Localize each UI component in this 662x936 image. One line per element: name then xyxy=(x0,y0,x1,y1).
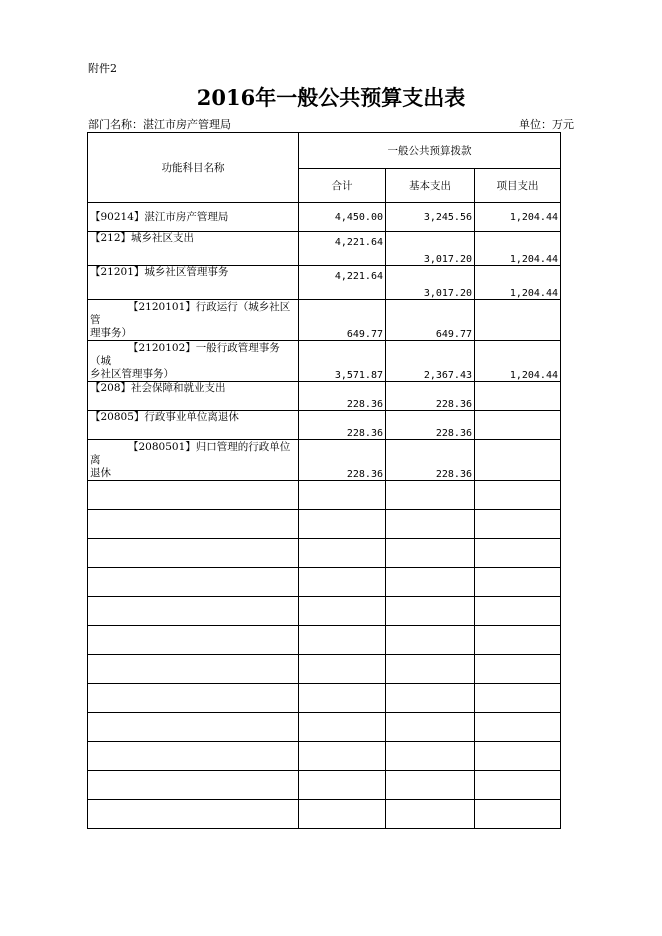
header-project: 项目支出 xyxy=(475,169,561,203)
empty-row xyxy=(88,626,561,655)
row-total: 4,221.64 xyxy=(299,232,386,266)
empty-row xyxy=(88,568,561,597)
row-name-line1: 【2120102】一般行政管理事务（城 xyxy=(90,342,280,367)
row-name: 【90214】湛江市房产管理局 xyxy=(88,203,299,232)
empty-row xyxy=(88,510,561,539)
row-name: 【208】社会保障和就业支出 xyxy=(88,382,299,411)
row-basic: 649.77 xyxy=(386,300,475,341)
row-name-line1: 【2120101】行政运行（城乡社区管 xyxy=(90,301,291,326)
row-name xyxy=(88,300,299,341)
row-name xyxy=(88,440,299,481)
table-row xyxy=(88,203,561,232)
row-name-line1: 【2080501】归口管理的行政单位离 xyxy=(90,441,291,466)
row-basic: 3,017.20 xyxy=(386,266,475,300)
header-total: 合计 xyxy=(299,169,386,203)
table-row xyxy=(88,300,561,341)
empty-row xyxy=(88,771,561,800)
header-function-name: 功能科目名称 xyxy=(88,133,299,203)
header-basic: 基本支出 xyxy=(386,169,475,203)
row-basic: 228.36 xyxy=(386,411,475,440)
row-name: 【21201】城乡社区管理事务 xyxy=(88,266,299,300)
row-total: 649.77 xyxy=(299,300,386,341)
row-name xyxy=(88,341,299,382)
empty-row xyxy=(88,539,561,568)
row-project xyxy=(475,300,561,341)
empty-row xyxy=(88,481,561,510)
department-name: 部门名称：湛江市房产管理局 xyxy=(88,118,231,131)
row-total: 228.36 xyxy=(299,382,386,411)
row-project: 1,204.44 xyxy=(475,266,561,300)
row-project xyxy=(475,411,561,440)
empty-row xyxy=(88,597,561,626)
header-general-budget: 一般公共预算拨款 xyxy=(299,133,561,169)
table-row xyxy=(88,440,561,481)
table-row xyxy=(88,382,561,411)
row-project: 1,204.44 xyxy=(475,341,561,382)
row-name-line2: 退休 xyxy=(90,467,111,479)
row-name-line2: 乡社区管理事务） xyxy=(90,368,174,380)
table-row xyxy=(88,232,561,266)
row-project: 1,204.44 xyxy=(475,203,561,232)
row-project: 1,204.44 xyxy=(475,232,561,266)
unit-label: 单位：万元 xyxy=(519,118,574,131)
row-project xyxy=(475,440,561,481)
row-total: 4,450.00 xyxy=(299,203,386,232)
empty-row xyxy=(88,742,561,771)
row-total: 228.36 xyxy=(299,411,386,440)
row-basic: 3,017.20 xyxy=(386,232,475,266)
row-basic: 2,367.43 xyxy=(386,341,475,382)
row-basic: 228.36 xyxy=(386,382,475,411)
empty-row xyxy=(88,684,561,713)
empty-row xyxy=(88,713,561,742)
row-basic: 228.36 xyxy=(386,440,475,481)
row-basic: 3,245.56 xyxy=(386,203,475,232)
empty-row xyxy=(88,800,561,829)
page-title: 2016年一般公共预算支出表 xyxy=(196,85,466,110)
row-total: 228.36 xyxy=(299,440,386,481)
row-name-line2: 理事务） xyxy=(90,327,132,339)
attachment-label: 附件2 xyxy=(88,62,117,75)
row-name: 【20805】行政事业单位离退休 xyxy=(88,411,299,440)
empty-row xyxy=(88,655,561,684)
row-total: 4,221.64 xyxy=(299,266,386,300)
table-row xyxy=(88,266,561,300)
row-total: 3,571.87 xyxy=(299,341,386,382)
table-row xyxy=(88,341,561,382)
row-project xyxy=(475,382,561,411)
table-row xyxy=(88,411,561,440)
row-name: 【212】城乡社区支出 xyxy=(88,232,299,266)
budget-table xyxy=(87,132,561,829)
